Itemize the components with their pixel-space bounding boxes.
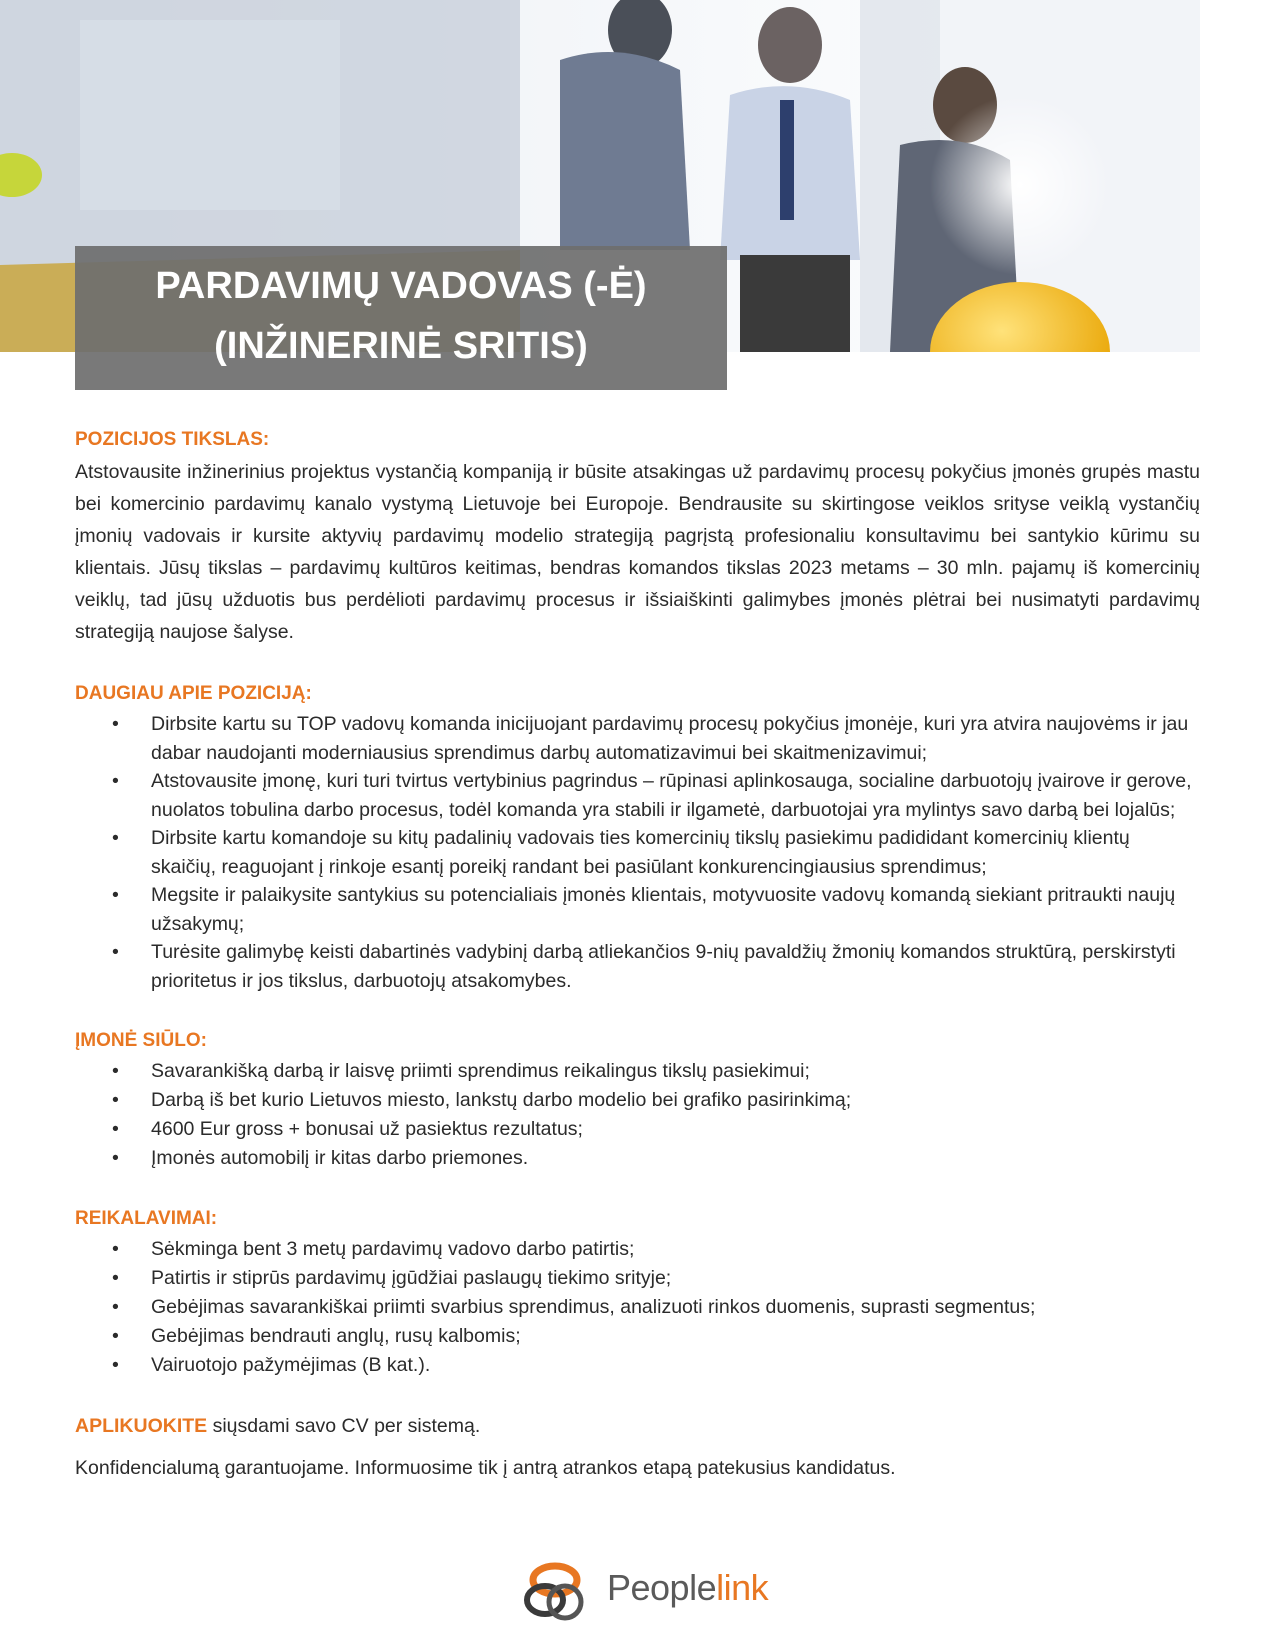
list-item-text: Megsite ir palaikysite santykius su potencialiais įmonės klientais, motyvuosite vadovų komandą siekiant pritraukti naujų užsakymų; xyxy=(151,884,1176,935)
bullet-icon: • xyxy=(112,1296,119,1318)
bullet-icon: • xyxy=(112,941,119,963)
list-item-text: Patirtis ir stiprūs pardavimų įgūdžiai paslaugų tiekimo srityje; xyxy=(151,1267,672,1289)
list-item xyxy=(75,1264,1200,1293)
logo-text-part2: link xyxy=(716,1567,769,1608)
goal-text: Atstovausite inžinerinius projektus vystančią kompaniją ir būsite atsakingas už pardavimų procesų pokyčius įmonės grupės mastu bei komercinio pardavimų kanalo vystymą Lietuvoje bei Europoje. Bendrausite su skirtingose veiklos srityse veiklą vystančių įmonių vadovais ir kursite aktyvių pardavimų modelio strategiją pagrįstą profesionaliu konsultavimu bei santykio kūrimu su klientais. Jūsų tikslas – pardavimų kultūros keitimas, bendras komandos tikslas 2023 metams – 30 mln. pajamų iš komercinių veiklų, tad jūsų užduotis bus perdėlioti pardavimų procesus ir išsiaiškinti galimybes įmonės plėtrai bei nusimatyti pardavimų strategiją naujose šalyse. xyxy=(75,461,1200,643)
apply-text: siųsdami savo CV per sistemą. xyxy=(207,1415,481,1437)
bullet-icon: • xyxy=(112,1325,119,1347)
bullet-icon: • xyxy=(112,713,119,735)
list-item-text: Gebėjimas bendrauti anglų, rusų kalbomis; xyxy=(151,1325,521,1347)
list-item-text: Darbą iš bet kurio Lietuvos miesto, lankstų darbo modelio bei grafiko pasirinkimą; xyxy=(151,1089,852,1111)
bullet-icon: • xyxy=(112,1354,119,1376)
list-item-text: Turėsite galimybę keisti dabartinės vadybinį darbą atliekančios 9-nių pavaldžių žmonių komandos struktūrą, perskirstyti prioritetus ir jos tikslus, darbuotojų atsakomybes. xyxy=(151,941,1176,992)
list-item xyxy=(75,938,1200,995)
list-item xyxy=(75,1293,1200,1322)
apply-keyword: APLIKUOKITE xyxy=(75,1415,208,1437)
offer-heading: ĮMONĖ SIŪLO: xyxy=(75,1030,207,1051)
bullet-icon: • xyxy=(112,1238,119,1260)
list-item xyxy=(75,1322,1200,1351)
list-item-text: Dirbsite kartu su TOP vadovų komanda inicijuojant pardavimų procesų pokyčius įmonėje, kuri yra atvira naujovėms ir jau dabar naudojanti moderniausius sprendimus darbų automatizavimui bei skaitmenizavimui; xyxy=(151,713,1189,764)
job-title-line2: (INŽINERINĖ SRITIS) xyxy=(214,325,588,367)
list-item xyxy=(75,824,1200,881)
logo-text-part1: People xyxy=(607,1567,717,1608)
list-item xyxy=(75,1115,1200,1144)
about-heading: DAUGIAU APIE POZICIJĄ: xyxy=(75,683,312,704)
list-item xyxy=(75,1086,1200,1115)
list-item-text: Savarankišką darbą ir laisvę priimti sprendimus reikalingus tikslų pasiekimui; xyxy=(151,1060,810,1082)
list-item-text: 4600 Eur gross + bonusai už pasiektus rezultatus; xyxy=(151,1118,583,1140)
list-item-text: Sėkminga bent 3 metų pardavimų vadovo darbo patirtis; xyxy=(151,1238,635,1260)
list-item-text: Atstovausite įmonę, kuri turi tvirtus vertybinius pagrindus – rūpinasi aplinkosauga, socialine darbuotojų įvairove ir gerove, nuolatos tobulina darbo procesus, todėl komanda yra stabili ir ilgametė, darbuotojai yra mylintys savo darbą bei lojalūs; xyxy=(151,770,1192,821)
apply-line xyxy=(75,1410,1200,1442)
peoplelink-logo-text xyxy=(607,1566,768,1610)
bullet-icon: • xyxy=(112,770,119,792)
requirements-heading: REIKALAVIMAI: xyxy=(75,1208,218,1229)
list-item xyxy=(75,1144,1200,1173)
list-item-text: Įmonės automobilį ir kitas darbo priemones. xyxy=(151,1147,529,1169)
confidentiality-note: Konfidencialumą garantuojame. Informuosime tik į antrą atrankos etapą patekusius kandidatus. xyxy=(75,1457,896,1479)
bullet-icon: • xyxy=(112,1118,119,1140)
list-item-text: Dirbsite kartu komandoje su kitų padalinių vadovais ties komercinių tikslų pasiekimu padididant komercinių klientų skaičių, reaguojant į rinkoje esantį poreikį randant bei pasiūlant konkurencingiausius sprendimus; xyxy=(151,827,1130,878)
list-item xyxy=(75,1235,1200,1264)
peoplelink-logo xyxy=(515,1552,775,1632)
goal-heading: POZICIJOS TIKSLAS: xyxy=(75,429,270,450)
list-item xyxy=(75,1351,1200,1380)
bullet-icon: • xyxy=(112,1060,119,1082)
main-content xyxy=(75,424,1200,1484)
peoplelink-logo-icon xyxy=(515,1552,595,1632)
list-item-text: Gebėjimas savarankiškai priimti svarbius sprendimus, analizuoti rinkos duomenis, suprasti segmentus; xyxy=(151,1296,1036,1318)
bullet-icon: • xyxy=(112,827,119,849)
list-item xyxy=(75,767,1200,824)
about-list xyxy=(75,710,1200,995)
offer-list xyxy=(75,1057,1200,1173)
bullet-icon: • xyxy=(112,884,119,906)
list-item-text: Vairuotojo pažymėjimas (B kat.). xyxy=(151,1354,431,1376)
job-title-banner xyxy=(75,246,727,390)
job-title-line1: PARDAVIMŲ VADOVAS (-Ė) xyxy=(155,265,647,307)
list-item xyxy=(75,881,1200,938)
requirements-list xyxy=(75,1235,1200,1380)
bullet-icon: • xyxy=(112,1267,119,1289)
bullet-icon: • xyxy=(112,1089,119,1111)
list-item xyxy=(75,1057,1200,1086)
bullet-icon: • xyxy=(112,1147,119,1169)
list-item xyxy=(75,710,1200,767)
